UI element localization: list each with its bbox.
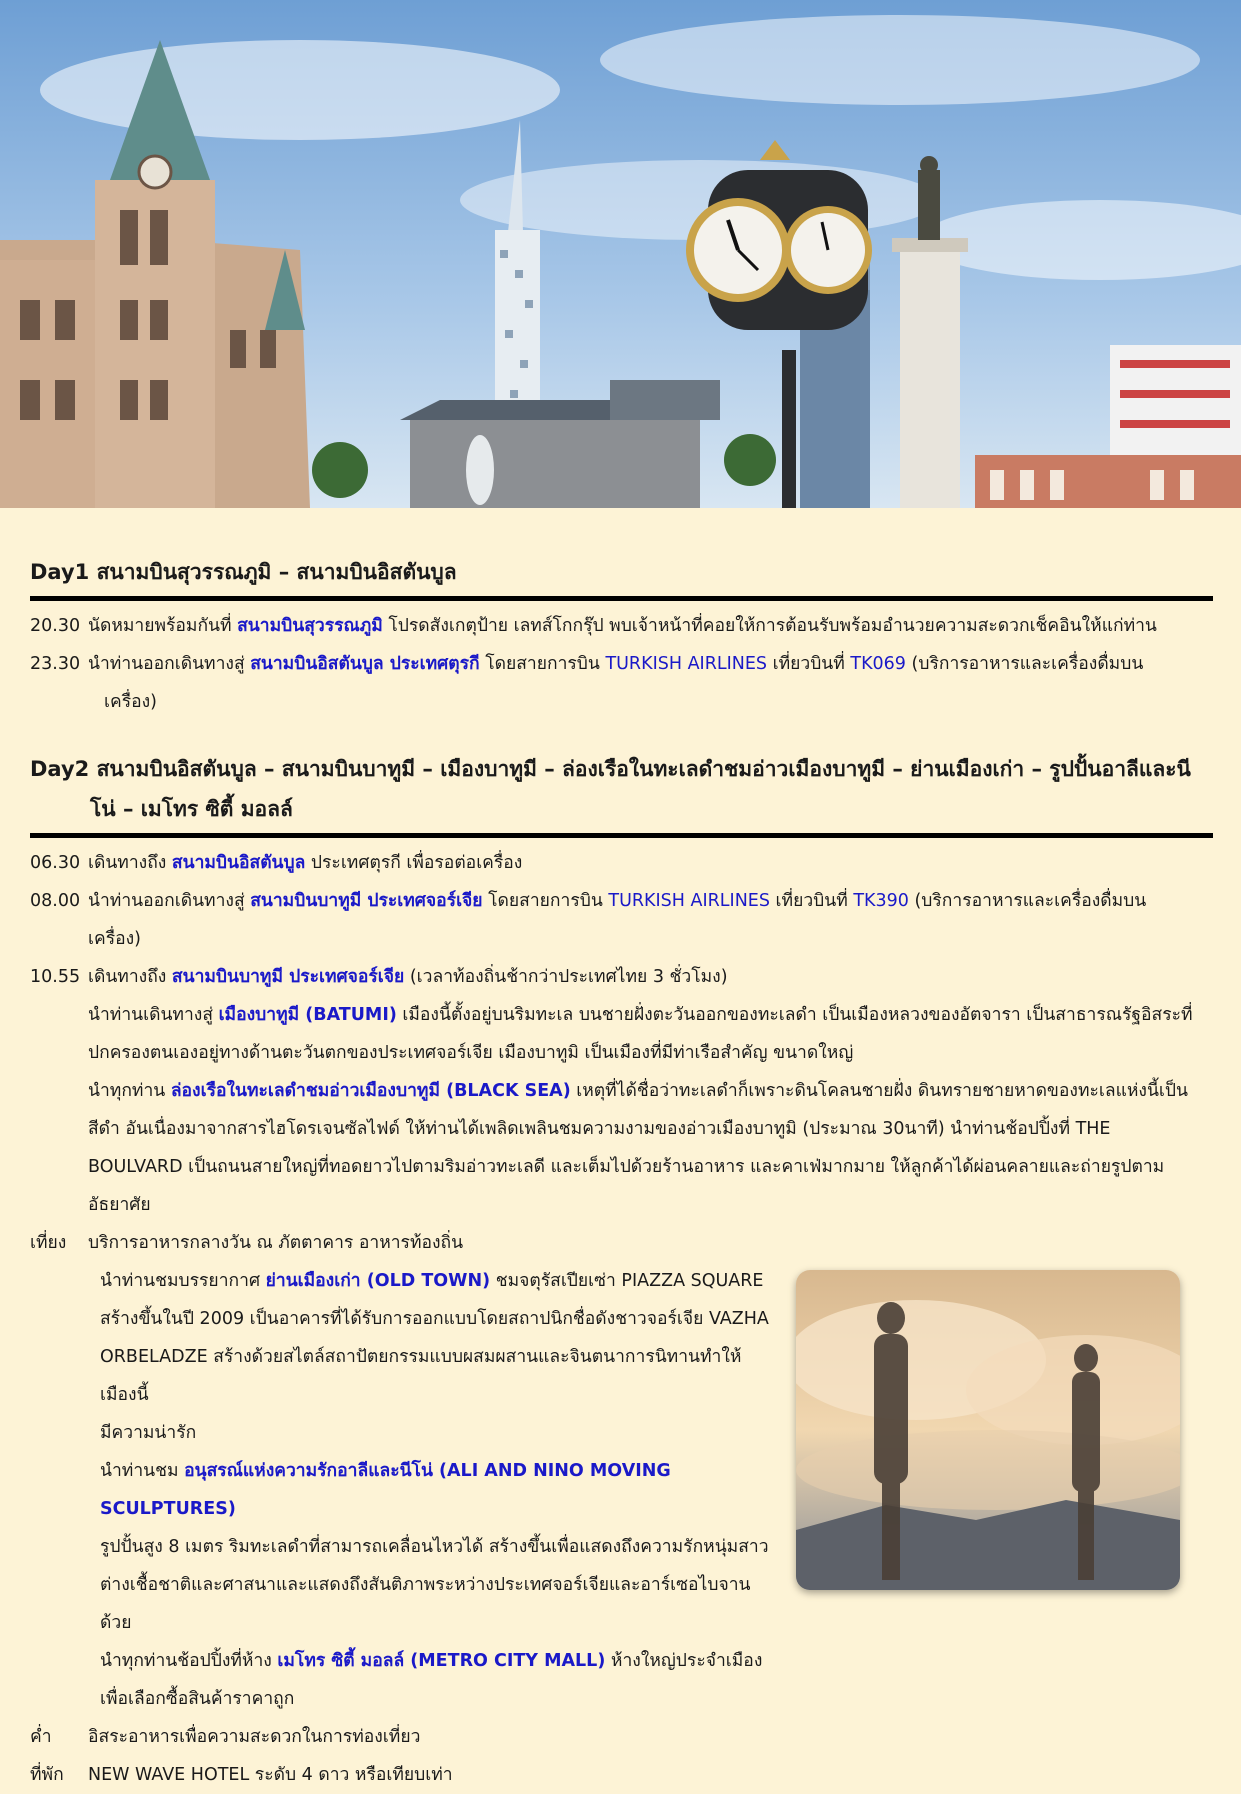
flight-highlight: TK069 [850, 654, 906, 674]
day1-entry-2030: 20.30 นัดหมายพร้อมกันที่ สนามบินสุวรรณภูมิ โปรดสังเกตุป้าย เลทส์โกกรุ๊ป พบเจ้าหน้าที่คอยให้การต้อนรับพร้อมอำนวยความสะดวกเช็คอินให้แก่ท่าน [30, 607, 1213, 645]
hero-photo [0, 0, 1241, 508]
place-highlight: เมืองบาทูมี (BATUMI) [218, 1005, 397, 1025]
itinerary [30, 552, 1213, 1794]
day2-divider [30, 833, 1213, 838]
day2-entry-1055: 10.55 เดินทางถึง สนามบินบาทูมี ประเทศจอร์เจีย (เวลาท้องถิ่นช้ากว่าประเทศไทย 3 ชั่วโมง) [30, 958, 1213, 996]
place-highlight: ย่านเมืองเก่า (OLD TOWN) [265, 1271, 491, 1291]
place-highlight: สนามบินอิสตันบูล ประเทศตุรกี [250, 654, 480, 674]
entry-time: 20.30 [30, 616, 81, 636]
entry-time: เที่ยง [30, 1233, 67, 1253]
place-highlight: สนามบินบาทูมี ประเทศจอร์เจีย [171, 967, 405, 987]
day2-entry-0630: 06.30 เดินทางถึง สนามบินอิสตันบูล ประเทศตุรกี เพื่อรอต่อเครื่อง [30, 844, 1213, 882]
day1-divider [30, 596, 1213, 601]
day2-entry-0800: 08.00 นำท่านออกเดินทางสู่ สนามบินบาทูมี ประเทศจอร์เจีย โดยสายการบิน TURKISH AIRLINES เที่ยวบินที่ TK390 (บริการอาหารและเครื่องดื่มบน [30, 882, 1213, 920]
oldtown-paragraph: นำท่านชมบรรยากาศ ย่านเมืองเก่า (OLD TOWN) ชมจตุรัสเปียเซ่า PIAZZA SQUARE สร้างขึ้นในปี 2009 เป็นอาคารที่ได้รับการออกแบบโดยสถาปนิกชื่อดังชาวจอร์เจีย VAZHA ORBELADZE สร้างด้วยสไตล์สถาปัตยกรรมแบบผสมผสานและจินตนาการนิทานทำให้เมืองนี้ มีความน่ารัก [100, 1271, 769, 1443]
blacksea-paragraph: นำทุกท่าน ล่องเรือในทะเลดำชมอ่าวเมืองบาทูมี (BLACK SEA) เหตุที่ได้ชื่อว่าทะเลดำก็เพราะดินโคลนชายฝั่ง ดินทรายชายหาดของทะเลแห่งนี้เป็น สีดำ อันเนื่องมาจากสารไฮโดรเจนซัลไฟด์ ให้ท่านได้เพลิดเพลินชมความงามของอ่าวเมืองบาทูมิ (ประมาณ 30นาที) นำท่านช้อปปิ้งที่ THE BOULVARD เป็นถนนสายใหญ่ที่ทอดยาวไปตามริมอ่าวทะเลดี และเต็มไปด้วยร้านอาหาร และคาเฟ่มากมาย ให้ลูกค้าได้ผ่อนคลายและถ่ายรูปตาม อัธยาศัย [88, 1081, 1188, 1215]
entry-time: 23.30 [30, 654, 81, 674]
hotel-row: ที่พัก NEW WAVE HOTEL ระดับ 4 ดาว หรือเทียบเท่า [30, 1756, 1213, 1794]
place-highlight: สนามบินบาทูมี ประเทศจอร์เจีย [250, 891, 483, 911]
day2-entry-0800-cont: เครื่อง) [88, 929, 141, 949]
entry-time: 10.55 [30, 967, 81, 987]
entry-time: 06.30 [30, 853, 81, 873]
sightseeing-block [30, 1262, 1213, 1718]
dinner-row: ค่ำ อิสระอาหารเพื่อความสะดวกในการท่องเที่ยว [30, 1718, 1213, 1756]
flight-highlight: TK390 [853, 891, 909, 911]
entry-time: ที่พัก [30, 1765, 64, 1785]
mall-paragraph: นำทุกท่านช้อปปิ้งที่ห้าง เมโทร ซิตี้ มอลล์ (METRO CITY MALL) ห้างใหญ่ประจำเมือง เพื่อเลือกซื้อสินค้าราคาถูก [100, 1651, 763, 1709]
place-highlight: เมโทร ซิตี้ มอลล์ (METRO CITY MALL) [277, 1651, 606, 1671]
place-highlight: สนามบินสุวรรณภูมิ [237, 616, 383, 636]
day2-title: Day2 สนามบินอิสตันบูล – สนามบินบาทูมี – เมืองบาทูมี – ล่องเรือในทะเลดำชมอ่าวเมืองบาทูมี – ย่านเมืองเก่า – รูปปั้นอาลีและนี โน่ – เมโทร ซิตี้ มอลล์ [30, 757, 1191, 821]
airline-highlight: TURKISH AIRLINES [605, 654, 768, 674]
day1-entry-2330-cont: เครื่อง) [104, 692, 157, 712]
alinino-paragraph: นำท่านชม อนุสรณ์แห่งความรักอาลีและนีโน่ (ALI AND NINO MOVING SCULPTURES) รูปปั้นสูง 8 เมตร ริมทะเลดำที่สามารถเคลื่อนไหวได้ สร้างขึ้นเพื่อแสดงถึงความรักหนุ่มสาว ต่างเชื้อชาติและศาสนาและแสดงถึงสันติภาพระหว่างประเทศจอร์เจียและอาร์เซอไบจานด้วย [100, 1461, 769, 1633]
place-highlight: สนามบินอิสตันบูล [171, 853, 306, 873]
day1-entry-2330: 23.30 นำท่านออกเดินทางสู่ สนามบินอิสตันบูล ประเทศตุรกี โดยสายการบิน TURKISH AIRLINES เที่ยวบินที่ TK069 (บริการอาหารและเครื่องดื่มบน [30, 645, 1213, 683]
place-highlight: อนุสรณ์แห่งความรักอาลีและนีโน่ (ALI AND NINO MOVING SCULPTURES) [100, 1461, 671, 1519]
entry-time: ค่ำ [30, 1727, 52, 1747]
place-highlight: ล่องเรือในทะเลดำชมอ่าวเมืองบาทูมี (BLACK SEA) [170, 1081, 571, 1101]
batumi-paragraph: นำท่านเดินทางสู่ เมืองบาทูมี (BATUMI) เมืองนี้ตั้งอยู่บนริมทะเล บนชายฝั่งตะวันออกของทะเลดำ เป็นเมืองหลวงของอัตจารา เป็นสาธารณรัฐอิสระที่ ปกครองตนเองอยู่ทางด้านตะวันตกของประเทศจอร์เจีย เมืองบาทูมิ เป็นเมืองที่มีท่าเรือสำคัญ ขนาดใหญ่ [88, 1005, 1193, 1063]
lunch-row: เที่ยง บริการอาหารกลางวัน ณ ภัตตาคาร อาหารท้องถิ่น [30, 1224, 1213, 1262]
ali-nino-photo [796, 1270, 1180, 1590]
airline-highlight: TURKISH AIRLINES [608, 891, 770, 911]
entry-time: 08.00 [30, 891, 81, 911]
day1-title: Day1 สนามบินสุวรรณภูมิ – สนามบินอิสตันบูล [30, 560, 457, 584]
